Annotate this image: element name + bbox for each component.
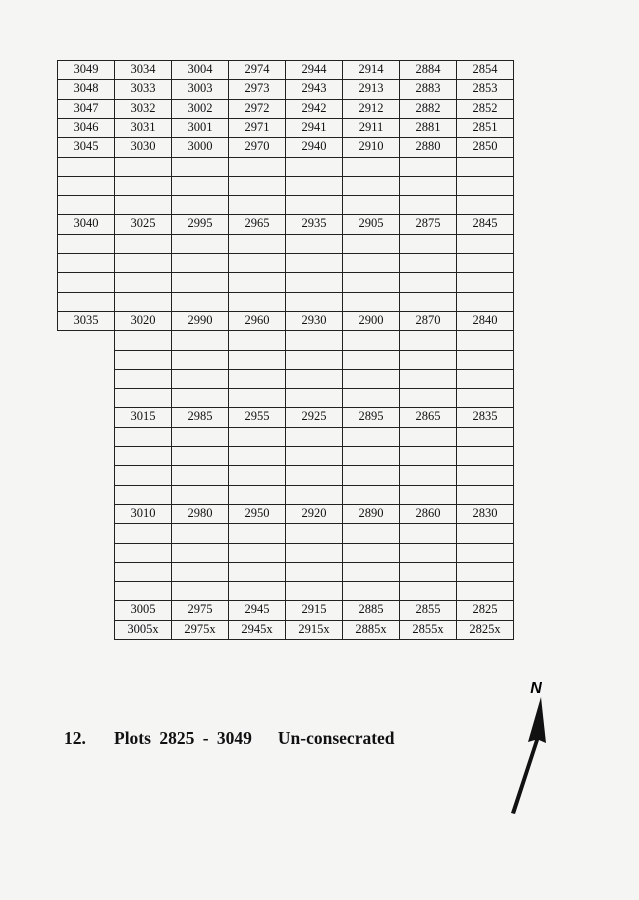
plot-cell: 3010 bbox=[114, 504, 172, 524]
plot-cell: 2975x bbox=[171, 620, 229, 640]
plot-cell: 2880 bbox=[399, 137, 457, 158]
north-arrow-icon bbox=[498, 676, 568, 821]
page-caption bbox=[64, 728, 395, 749]
empty-plot-cell bbox=[456, 272, 514, 293]
empty-plot-cell bbox=[456, 485, 514, 505]
plot-cell: 2825 bbox=[456, 600, 514, 621]
empty-plot-cell bbox=[285, 543, 343, 563]
empty-plot-cell bbox=[171, 427, 229, 447]
caption-number: 12. bbox=[64, 728, 86, 748]
empty-plot-cell bbox=[228, 350, 286, 370]
empty-plot-cell bbox=[171, 292, 229, 312]
plot-cell: 3003 bbox=[171, 79, 229, 100]
empty-plot-cell bbox=[285, 446, 343, 466]
empty-plot-cell bbox=[342, 195, 400, 215]
empty-plot-cell bbox=[399, 543, 457, 563]
plot-cell: 2955 bbox=[228, 407, 286, 428]
empty-plot-cell bbox=[456, 195, 514, 215]
plot-cell: 2860 bbox=[399, 504, 457, 524]
plot-cell: 2942 bbox=[285, 99, 343, 119]
empty-plot-cell bbox=[114, 427, 172, 447]
empty-plot-cell bbox=[456, 427, 514, 447]
empty-plot-cell bbox=[399, 485, 457, 505]
empty-plot-cell bbox=[114, 234, 172, 254]
plot-cell: 2911 bbox=[342, 118, 400, 138]
empty-plot-cell bbox=[57, 292, 115, 312]
empty-plot-cell bbox=[285, 523, 343, 544]
empty-plot-cell bbox=[285, 157, 343, 177]
plot-cell: 3035 bbox=[57, 311, 115, 331]
plot-cell: 3005 bbox=[114, 600, 172, 621]
empty-plot-cell bbox=[456, 465, 514, 486]
plot-cell: 2905 bbox=[342, 214, 400, 235]
empty-plot-cell bbox=[399, 292, 457, 312]
plot-cell: 2851 bbox=[456, 118, 514, 138]
empty-plot-cell bbox=[399, 350, 457, 370]
plot-cell: 2845 bbox=[456, 214, 514, 235]
empty-plot-cell bbox=[285, 369, 343, 389]
plot-cell: 2913 bbox=[342, 79, 400, 100]
plot-cell: 2884 bbox=[399, 60, 457, 80]
plot-cell: 2935 bbox=[285, 214, 343, 235]
empty-plot-cell bbox=[399, 465, 457, 486]
empty-plot-cell bbox=[399, 427, 457, 447]
plot-cell: 3040 bbox=[57, 214, 115, 235]
plot-cell: 2990 bbox=[171, 311, 229, 331]
empty-plot-cell bbox=[114, 543, 172, 563]
empty-plot-cell bbox=[228, 195, 286, 215]
empty-plot-cell bbox=[456, 446, 514, 466]
plot-cell: 3000 bbox=[171, 137, 229, 158]
empty-plot-cell bbox=[342, 272, 400, 293]
plot-cell: 2912 bbox=[342, 99, 400, 119]
empty-plot-cell bbox=[285, 176, 343, 196]
plot-cell: 2853 bbox=[456, 79, 514, 100]
plot-cell: 2855x bbox=[399, 620, 457, 640]
plot-cell: 2852 bbox=[456, 99, 514, 119]
plot-cell: 2854 bbox=[456, 60, 514, 80]
empty-plot-cell bbox=[285, 581, 343, 601]
empty-plot-cell bbox=[171, 272, 229, 293]
plot-cell: 2890 bbox=[342, 504, 400, 524]
empty-plot-cell bbox=[171, 253, 229, 273]
empty-plot-cell bbox=[342, 562, 400, 582]
plot-cell: 3049 bbox=[57, 60, 115, 80]
empty-plot-cell bbox=[57, 272, 115, 293]
plot-cell: 2900 bbox=[342, 311, 400, 331]
plot-cell: 2883 bbox=[399, 79, 457, 100]
empty-plot-cell bbox=[114, 253, 172, 273]
plot-cell: 3020 bbox=[114, 311, 172, 331]
empty-plot-cell bbox=[114, 485, 172, 505]
empty-plot-cell bbox=[114, 176, 172, 196]
plot-cell: 2973 bbox=[228, 79, 286, 100]
empty-plot-cell bbox=[171, 446, 229, 466]
empty-plot-cell bbox=[342, 234, 400, 254]
empty-plot-cell bbox=[171, 388, 229, 408]
empty-plot-cell bbox=[342, 543, 400, 563]
empty-plot-cell bbox=[399, 253, 457, 273]
plot-cell: 2915 bbox=[285, 600, 343, 621]
plot-cell: 3004 bbox=[171, 60, 229, 80]
empty-plot-cell bbox=[342, 292, 400, 312]
plot-cell: 3002 bbox=[171, 99, 229, 119]
plot-cell: 2885x bbox=[342, 620, 400, 640]
empty-plot-cell bbox=[342, 446, 400, 466]
empty-plot-cell bbox=[285, 292, 343, 312]
empty-plot-cell bbox=[114, 562, 172, 582]
empty-plot-cell bbox=[114, 272, 172, 293]
empty-plot-cell bbox=[171, 465, 229, 486]
empty-plot-cell bbox=[171, 543, 229, 563]
empty-plot-cell bbox=[399, 195, 457, 215]
empty-plot-cell bbox=[342, 350, 400, 370]
caption-title: Plots 2825 - 3049 bbox=[114, 728, 252, 748]
plot-cell: 2950 bbox=[228, 504, 286, 524]
empty-plot-cell bbox=[171, 485, 229, 505]
empty-plot-cell bbox=[228, 523, 286, 544]
empty-plot-cell bbox=[114, 195, 172, 215]
plot-cell: 2895 bbox=[342, 407, 400, 428]
empty-plot-cell bbox=[342, 523, 400, 544]
empty-plot-cell bbox=[228, 446, 286, 466]
empty-plot-cell bbox=[456, 330, 514, 351]
plot-cell: 2914 bbox=[342, 60, 400, 80]
empty-plot-cell bbox=[171, 562, 229, 582]
empty-plot-cell bbox=[342, 485, 400, 505]
empty-plot-cell bbox=[57, 234, 115, 254]
empty-plot-cell bbox=[114, 523, 172, 544]
empty-plot-cell bbox=[171, 523, 229, 544]
empty-plot-cell bbox=[171, 581, 229, 601]
empty-plot-cell bbox=[456, 581, 514, 601]
plot-cell: 2940 bbox=[285, 137, 343, 158]
empty-plot-cell bbox=[285, 272, 343, 293]
empty-plot-cell bbox=[171, 195, 229, 215]
north-label: N bbox=[530, 680, 542, 697]
plot-cell: 2965 bbox=[228, 214, 286, 235]
empty-plot-cell bbox=[399, 369, 457, 389]
empty-plot-cell bbox=[114, 330, 172, 351]
plot-cell: 2850 bbox=[456, 137, 514, 158]
empty-plot-cell bbox=[114, 157, 172, 177]
empty-plot-cell bbox=[114, 292, 172, 312]
plot-cell: 3033 bbox=[114, 79, 172, 100]
empty-plot-cell bbox=[171, 234, 229, 254]
plot-cell: 3005x bbox=[114, 620, 172, 640]
empty-plot-cell bbox=[228, 272, 286, 293]
empty-plot-cell bbox=[399, 176, 457, 196]
plot-cell: 2944 bbox=[285, 60, 343, 80]
plot-cell: 2971 bbox=[228, 118, 286, 138]
empty-plot-cell bbox=[228, 253, 286, 273]
empty-plot-cell bbox=[399, 523, 457, 544]
empty-plot-cell bbox=[114, 465, 172, 486]
empty-plot-cell bbox=[114, 369, 172, 389]
empty-plot-cell bbox=[342, 581, 400, 601]
plot-cell: 2980 bbox=[171, 504, 229, 524]
arrow-shape bbox=[511, 697, 546, 814]
empty-plot-cell bbox=[342, 369, 400, 389]
empty-plot-cell bbox=[342, 330, 400, 351]
empty-plot-cell bbox=[342, 388, 400, 408]
plot-cell: 3015 bbox=[114, 407, 172, 428]
empty-plot-cell bbox=[285, 562, 343, 582]
empty-plot-cell bbox=[171, 157, 229, 177]
plot-cell: 2855 bbox=[399, 600, 457, 621]
empty-plot-cell bbox=[171, 350, 229, 370]
empty-plot-cell bbox=[228, 465, 286, 486]
plot-cell: 2970 bbox=[228, 137, 286, 158]
empty-plot-cell bbox=[171, 330, 229, 351]
empty-plot-cell bbox=[228, 427, 286, 447]
empty-plot-cell bbox=[399, 157, 457, 177]
empty-plot-cell bbox=[228, 330, 286, 351]
plot-cell: 2882 bbox=[399, 99, 457, 119]
empty-plot-cell bbox=[456, 543, 514, 563]
empty-plot-cell bbox=[342, 253, 400, 273]
empty-plot-cell bbox=[285, 427, 343, 447]
plot-cell: 2974 bbox=[228, 60, 286, 80]
empty-plot-cell bbox=[285, 234, 343, 254]
empty-plot-cell bbox=[342, 427, 400, 447]
empty-plot-cell bbox=[399, 272, 457, 293]
empty-plot-cell bbox=[285, 253, 343, 273]
empty-plot-cell bbox=[399, 446, 457, 466]
empty-plot-cell bbox=[399, 562, 457, 582]
empty-plot-cell bbox=[285, 465, 343, 486]
empty-plot-cell bbox=[57, 195, 115, 215]
plot-cell: 3001 bbox=[171, 118, 229, 138]
empty-plot-cell bbox=[399, 581, 457, 601]
empty-plot-cell bbox=[456, 523, 514, 544]
plot-cell: 2881 bbox=[399, 118, 457, 138]
empty-plot-cell bbox=[285, 388, 343, 408]
plot-cell: 2865 bbox=[399, 407, 457, 428]
plot-cell: 2972 bbox=[228, 99, 286, 119]
plot-cell: 3046 bbox=[57, 118, 115, 138]
empty-plot-cell bbox=[456, 369, 514, 389]
plot-cell: 2875 bbox=[399, 214, 457, 235]
empty-plot-cell bbox=[228, 234, 286, 254]
plot-cell: 3048 bbox=[57, 79, 115, 100]
plot-cell: 2975 bbox=[171, 600, 229, 621]
plot-cell: 3032 bbox=[114, 99, 172, 119]
empty-plot-cell bbox=[399, 388, 457, 408]
empty-plot-cell bbox=[171, 369, 229, 389]
empty-plot-cell bbox=[342, 465, 400, 486]
plot-cell: 2840 bbox=[456, 311, 514, 331]
plot-cell: 2885 bbox=[342, 600, 400, 621]
empty-plot-cell bbox=[456, 253, 514, 273]
caption-status: Un-consecrated bbox=[277, 728, 395, 748]
plot-cell: 3025 bbox=[114, 214, 172, 235]
empty-plot-cell bbox=[228, 292, 286, 312]
plot-cell: 2870 bbox=[399, 311, 457, 331]
plot-cell: 2835 bbox=[456, 407, 514, 428]
plot-cell: 2825x bbox=[456, 620, 514, 640]
empty-plot-cell bbox=[171, 176, 229, 196]
plot-cell: 2945x bbox=[228, 620, 286, 640]
plot-cell: 2995 bbox=[171, 214, 229, 235]
empty-plot-cell bbox=[57, 157, 115, 177]
empty-plot-cell bbox=[399, 234, 457, 254]
empty-plot-cell bbox=[285, 195, 343, 215]
empty-plot-cell bbox=[285, 350, 343, 370]
plot-cell: 2941 bbox=[285, 118, 343, 138]
empty-plot-cell bbox=[342, 176, 400, 196]
plot-cell: 2830 bbox=[456, 504, 514, 524]
plot-cell: 3031 bbox=[114, 118, 172, 138]
empty-plot-cell bbox=[228, 157, 286, 177]
plot-cell: 2985 bbox=[171, 407, 229, 428]
empty-plot-cell bbox=[228, 176, 286, 196]
empty-plot-cell bbox=[456, 292, 514, 312]
empty-plot-cell bbox=[114, 446, 172, 466]
empty-plot-cell bbox=[228, 388, 286, 408]
empty-plot-cell bbox=[114, 388, 172, 408]
plot-cell: 2945 bbox=[228, 600, 286, 621]
plot-cell: 2960 bbox=[228, 311, 286, 331]
plot-cell: 2930 bbox=[285, 311, 343, 331]
empty-plot-cell bbox=[456, 176, 514, 196]
plot-cell: 3034 bbox=[114, 60, 172, 80]
empty-plot-cell bbox=[228, 543, 286, 563]
plot-cell: 3045 bbox=[57, 137, 115, 158]
empty-plot-cell bbox=[456, 350, 514, 370]
empty-plot-cell bbox=[399, 330, 457, 351]
empty-plot-cell bbox=[114, 581, 172, 601]
plot-cell: 2915x bbox=[285, 620, 343, 640]
plot-cell: 2920 bbox=[285, 504, 343, 524]
empty-plot-cell bbox=[456, 157, 514, 177]
empty-plot-cell bbox=[456, 388, 514, 408]
empty-plot-cell bbox=[456, 562, 514, 582]
empty-plot-cell bbox=[342, 157, 400, 177]
plot-cell: 3047 bbox=[57, 99, 115, 119]
plot-cell: 2943 bbox=[285, 79, 343, 100]
empty-plot-cell bbox=[285, 485, 343, 505]
plot-cell: 2910 bbox=[342, 137, 400, 158]
empty-plot-cell bbox=[228, 562, 286, 582]
empty-plot-cell bbox=[228, 485, 286, 505]
empty-plot-cell bbox=[114, 350, 172, 370]
empty-plot-cell bbox=[57, 253, 115, 273]
empty-plot-cell bbox=[228, 369, 286, 389]
empty-plot-cell bbox=[57, 176, 115, 196]
plot-cell: 2925 bbox=[285, 407, 343, 428]
plot-cell: 3030 bbox=[114, 137, 172, 158]
empty-plot-cell bbox=[456, 234, 514, 254]
empty-plot-cell bbox=[285, 330, 343, 351]
empty-plot-cell bbox=[228, 581, 286, 601]
